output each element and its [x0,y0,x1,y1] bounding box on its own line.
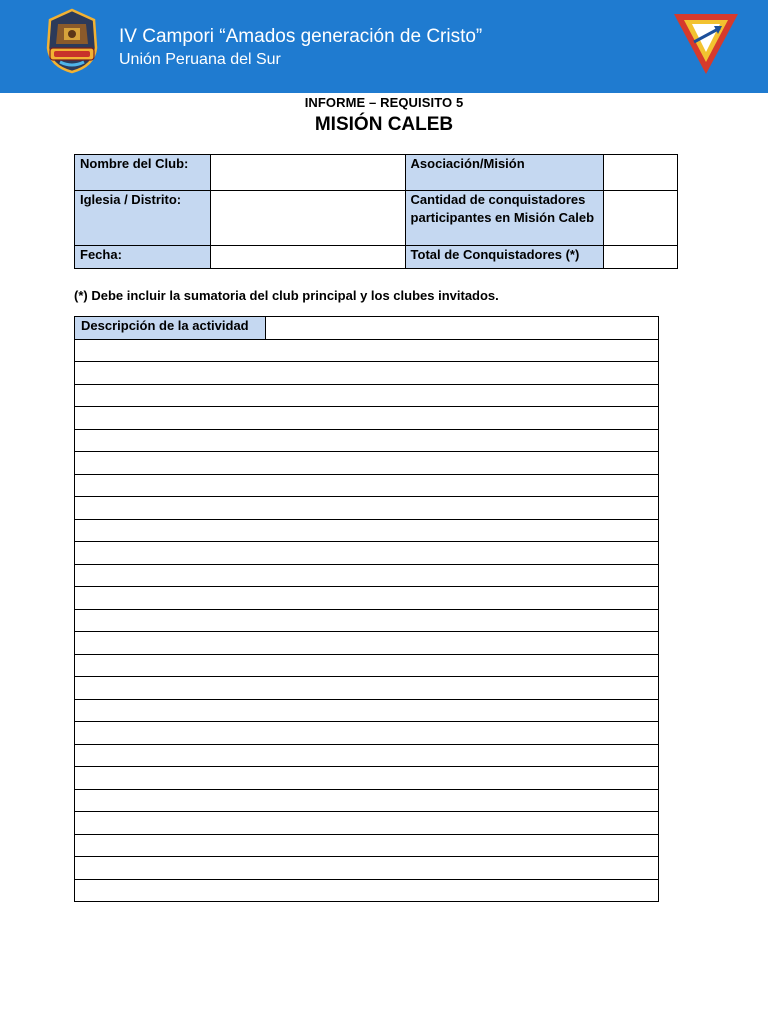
activity-row [75,632,659,655]
activities-header-row [75,317,659,340]
activity-row-field[interactable] [75,497,659,520]
activity-row-field[interactable] [75,542,659,565]
activity-row-field[interactable] [75,429,659,452]
activity-row-field[interactable] [75,857,659,880]
activity-row [75,609,659,632]
activity-row [75,564,659,587]
activity-row [75,834,659,857]
activity-row-field[interactable] [75,384,659,407]
date-field[interactable] [211,246,405,269]
club-info-table [74,154,678,269]
activity-row [75,857,659,880]
document-title: MISIÓN CALEB [314,114,454,135]
activity-row [75,452,659,475]
date-label: Fecha: [75,246,211,269]
header-bar [0,0,768,93]
activity-row-field[interactable] [75,407,659,430]
activity-row-field[interactable] [75,474,659,497]
activity-row-field[interactable] [75,677,659,700]
church-district-field[interactable] [211,191,405,246]
activity-row-field[interactable] [75,879,659,902]
activity-row [75,789,659,812]
activity-row-field[interactable] [75,587,659,610]
activity-row [75,519,659,542]
activities-table [74,316,659,902]
activity-row [75,699,659,722]
activity-row [75,677,659,700]
activity-row-field[interactable] [75,519,659,542]
activity-row [75,497,659,520]
activity-row-field[interactable] [75,654,659,677]
activity-row-field[interactable] [75,812,659,835]
association-field[interactable] [603,155,677,191]
church-district-label: Iglesia / Distrito: [75,191,211,246]
activity-row [75,654,659,677]
activity-row [75,587,659,610]
activity-row-field[interactable] [75,452,659,475]
activity-row-field[interactable] [75,834,659,857]
header-title: IV Campori “Amados generación de Cristo” [119,26,483,47]
activity-row-field[interactable] [75,789,659,812]
activity-row [75,744,659,767]
activity-row-field[interactable] [75,609,659,632]
activity-row-field[interactable] [75,564,659,587]
activity-row [75,362,659,385]
activity-row [75,812,659,835]
participants-count-label: Cantidad de conquistadores participantes en Misión Caleb [405,191,603,246]
club-name-label: Nombre del Club: [75,155,211,191]
activity-row [75,429,659,452]
activity-row-field[interactable] [75,699,659,722]
activity-row [75,542,659,565]
activity-row-field[interactable] [75,339,659,362]
club-name-field[interactable] [211,155,405,191]
participants-count-field[interactable] [603,191,677,246]
activity-row-field[interactable] [75,767,659,790]
activity-row [75,384,659,407]
activity-row [75,767,659,790]
footnote: (*) Debe incluir la sumatoria del club principal y los clubes invitados. [74,288,499,303]
activity-description-header-field[interactable] [266,317,659,340]
activity-row-field[interactable] [75,632,659,655]
activity-row [75,879,659,902]
total-pathfinders-label: Total de Conquistadores (*) [405,246,603,269]
activity-row [75,722,659,745]
activity-row-field[interactable] [75,362,659,385]
activity-row-field[interactable] [75,722,659,745]
activity-row [75,407,659,430]
activity-description-label: Descripción de la actividad [75,317,266,340]
pathfinder-shield-icon [672,12,740,76]
activity-row [75,474,659,497]
total-pathfinders-field[interactable] [603,246,677,269]
amados-camporee-badge-icon [44,8,100,74]
association-label: Asociación/Misión [405,155,603,191]
document-kicker: INFORME – REQUISITO 5 [304,95,464,110]
activity-row [75,339,659,362]
header-subtitle: Unión Peruana del Sur [119,51,281,68]
activity-row-field[interactable] [75,744,659,767]
